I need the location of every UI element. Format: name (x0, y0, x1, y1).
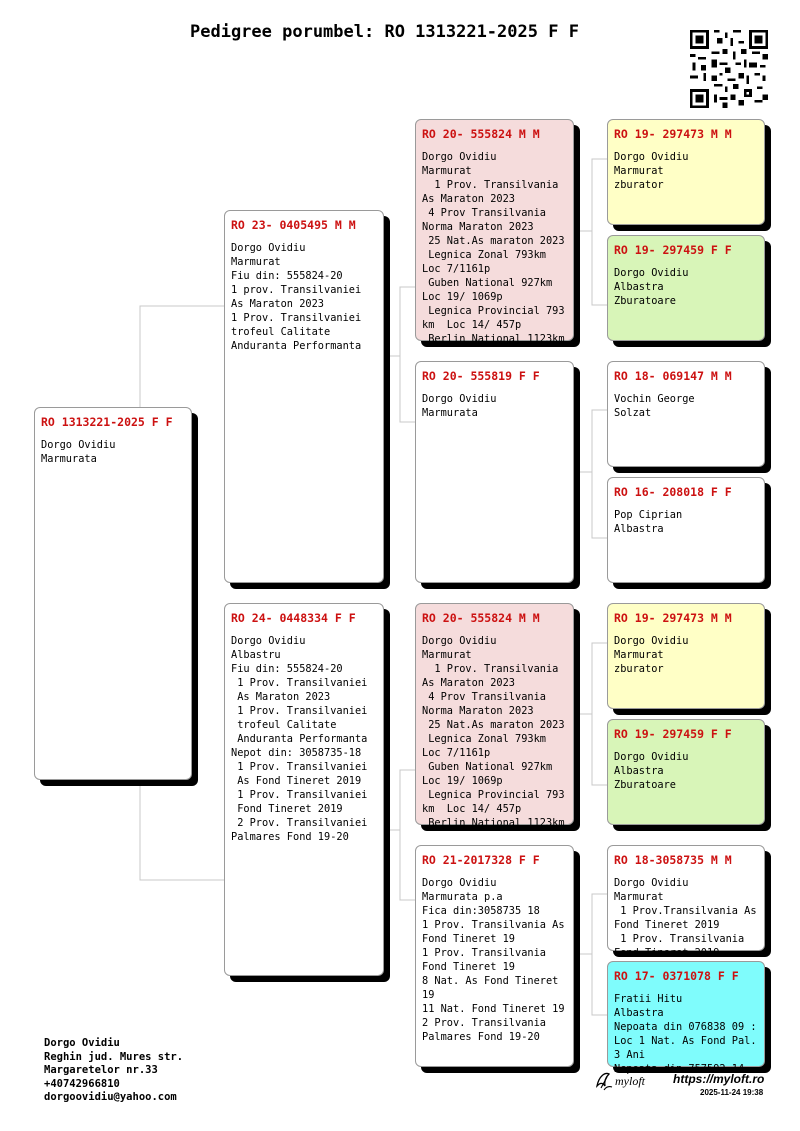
footer-branding (593, 1068, 768, 1108)
info-line: Norma Maraton 2023 (422, 705, 534, 717)
info-line: Dorgo Ovidiu (231, 242, 306, 254)
info-line: Fond Tineret 19 (422, 933, 515, 945)
info-line: Marmurat (614, 649, 664, 661)
info-line: 1 Prov. Transilvania (422, 947, 546, 959)
info-line: As Maraton 2023 (422, 193, 515, 205)
info-line: Albastra (614, 765, 664, 777)
ring-number: RO 19- 297459 F F (614, 243, 732, 257)
info-line: 2 Prov. Transilvaniei (231, 817, 368, 829)
info-line: Fond Tineret 19 (422, 961, 515, 973)
info-line: Dorgo Ovidiu (614, 151, 689, 163)
info-line: Dorgo Ovidiu (614, 267, 689, 279)
info-line: Albastru (231, 649, 281, 661)
info-line: As Fond Tineret 2019 (231, 775, 362, 787)
owner-address (44, 1037, 183, 1105)
info-line: Legnica Zonal 793km (422, 249, 546, 261)
info-line: Anduranta Performanta (231, 733, 368, 745)
info-line: Albastra (614, 1007, 664, 1019)
info-line: Pop Ciprian (614, 509, 683, 521)
info-line: Berlin National 1123km (422, 817, 565, 829)
page-title: Pedigree porumbel: RO 1313221-2025 F F (190, 22, 579, 42)
ring-number: RO 19- 297473 M M (614, 127, 732, 141)
info-line: 1 Prov. Transilvaniei (231, 705, 368, 717)
info-line: Legnica Provincial 793 (422, 305, 565, 317)
info-line: Marmurat (614, 165, 664, 177)
logo-text: myloft (615, 1074, 645, 1088)
info-line: 1 Prov.Transilvania As (614, 905, 757, 917)
info-line: Anduranta Performanta (231, 340, 362, 352)
info-line: Loc 1 Nat. As Fond Pal. (614, 1035, 757, 1047)
info-line: Loc 7/1161p (422, 747, 491, 759)
info-line: Nepot din: 3058735-18 (231, 747, 362, 759)
info-line: 2 Prov. Transilvania (422, 1017, 546, 1029)
info-line: Nepoata din 076838 09 : (614, 1021, 757, 1033)
pigeon-card-sdd[interactable] (607, 477, 765, 583)
info-line: As Maraton 2023 (422, 677, 515, 689)
info-line: Marmurat (422, 165, 472, 177)
info-line: Dorgo Ovidiu (422, 151, 497, 163)
ring-number: RO 20- 555824 M M (422, 611, 540, 625)
info-line: As Maraton 2023 (231, 298, 324, 310)
info-line: Marmurat (614, 891, 664, 903)
info-line: Marmurat (231, 256, 281, 268)
info-line: Marmurat (422, 649, 472, 661)
ring-number: RO 23- 0405495 M M (231, 218, 356, 232)
owner-address-line: Reghin jud. Mures str. (44, 1050, 184, 1063)
info-line: Loc 19/ 1069p (422, 291, 503, 303)
ring-number: RO 18- 069147 M M (614, 369, 732, 383)
info-line: Dorgo Ovidiu (422, 877, 497, 889)
info-line: 4 Prov Transilvania (422, 207, 546, 219)
ring-number: RO 16- 208018 F F (614, 485, 732, 499)
info-line: Marmurata (422, 407, 478, 419)
info-line: zburator (614, 179, 664, 191)
ring-number: RO 20- 555819 F F (422, 369, 540, 383)
info-line: 1 prov. Transilvaniei (231, 284, 362, 296)
info-line: Loc 7/1161p (422, 263, 491, 275)
ring-number: RO 19- 297459 F F (614, 727, 732, 741)
pigeon-card-sire[interactable] (224, 210, 384, 583)
info-line: Vochin George (614, 393, 695, 405)
info-line: Palmares Fond 19-20 (422, 1031, 540, 1043)
ring-number: RO 20- 555824 M M (422, 127, 540, 141)
pigeon-card-dam-dam[interactable] (415, 845, 574, 1067)
pigeon-card-ssd[interactable] (607, 235, 765, 341)
info-line: trofeul Calitate (231, 326, 331, 338)
ring-number: RO 24- 0448334 F F (231, 611, 356, 625)
info-line: Palmares Fond 19-20 (231, 831, 349, 843)
info-line: Fica din:3058735 18 (422, 905, 540, 917)
info-line: Nepoata din 757592 14 (614, 1063, 745, 1075)
info-line: Dorgo Ovidiu (614, 751, 689, 763)
info-line: Dorgo Ovidiu (422, 635, 497, 647)
info-line: 1 Prov. Transilvania As (422, 919, 565, 931)
info-line: 1 Prov. Transilvania (422, 663, 559, 675)
info-line: 1 Prov. Transilvaniei (231, 312, 362, 324)
info-line: Fratii Hitu (614, 993, 683, 1005)
info-line: 3 Ani (614, 1049, 645, 1061)
pigeon-card-dds[interactable] (607, 845, 765, 959)
generated-date: 2025-11-24 19:38 (700, 1088, 764, 1097)
info-line: Dorgo Ovidiu (41, 439, 116, 451)
ring-number: RO 21-2017328 F F (422, 853, 540, 867)
info-line: Loc 19/ 1069p (422, 775, 503, 787)
ring-number: RO 19- 297473 M M (614, 611, 732, 625)
info-line: Fond Tineret 2019 (614, 919, 720, 931)
info-line: Berlin National 1123km (422, 333, 565, 345)
info-line: 1 Prov. Transilvania (614, 933, 745, 945)
ring-number: RO 18-3058735 M M (614, 853, 732, 867)
info-line: Dorgo Ovidiu (422, 393, 497, 405)
info-line: 25 Nat.As maraton 2023 (422, 719, 565, 731)
pigeon-card-sds[interactable] (607, 361, 765, 467)
pigeon-card-dss[interactable] (607, 603, 765, 709)
info-line: Zburatoare (614, 295, 676, 307)
pigeon-card-ddd[interactable] (607, 961, 765, 1075)
info-line: km Loc 14/ 457p (422, 319, 522, 331)
pigeon-card-dam[interactable] (224, 603, 384, 976)
info-line: Dorgo Ovidiu (614, 635, 689, 647)
info-line: Legnica Zonal 793km (422, 733, 546, 745)
pigeon-card-sss[interactable] (607, 119, 765, 225)
owner-phone: +40742966810 (44, 1077, 120, 1090)
info-line: Dorgo Ovidiu (614, 877, 689, 889)
info-line: Legnica Provincial 793 (422, 789, 565, 801)
info-line: Guben National 927km (422, 761, 553, 773)
info-line: Marmurata (41, 453, 97, 465)
info-line: 4 Prov Transilvania (422, 691, 546, 703)
info-line: Fiu din: 555824-20 (231, 270, 343, 282)
info-line: 19 (422, 989, 435, 1001)
info-line: Fond Tineret 2019 (231, 803, 343, 815)
owner-email: dorgoovidiu@yahoo.com (44, 1091, 177, 1103)
myloft-logo-icon (593, 1068, 663, 1094)
info-line: 1 Prov. Transilvania (422, 179, 559, 191)
info-line: Zburatoare (614, 779, 676, 791)
owner-address-line: Margaretelor nr.33 (44, 1064, 158, 1076)
website-link[interactable]: https://myloft.ro (673, 1072, 765, 1086)
info-line: Fond Tineret 2019 (614, 947, 720, 959)
pigeon-card-subject[interactable] (34, 407, 192, 780)
info-line: Albastra (614, 281, 664, 293)
info-line: trofeul Calitate (231, 719, 337, 731)
info-line: As Maraton 2023 (231, 691, 331, 703)
info-line: Fiu din: 555824-20 (231, 663, 343, 675)
info-line: Norma Maraton 2023 (422, 221, 534, 233)
owner-name: Dorgo Ovidiu (44, 1037, 120, 1049)
pigeon-card-dsd[interactable] (607, 719, 765, 825)
ring-number: RO 1313221-2025 F F (41, 415, 173, 429)
info-line: 1 Prov. Transilvaniei (231, 677, 368, 689)
pigeon-card-dam-sire[interactable] (415, 603, 574, 829)
info-line: 1 Prov. Transilvaniei (231, 761, 368, 773)
info-line: 8 Nat. As Fond Tineret (422, 975, 559, 987)
info-line: 1 Prov. Transilvaniei (231, 789, 368, 801)
info-line: zburator (614, 663, 664, 675)
info-line: Albastra (614, 523, 664, 535)
info-line: 11 Nat. Fond Tineret 19 (422, 1003, 565, 1015)
info-line: Guben National 927km (422, 277, 553, 289)
info-line: Solzat (614, 407, 652, 419)
info-line: 25 Nat.As maraton 2023 (422, 235, 565, 247)
pigeon-card-sire-dam[interactable] (415, 361, 574, 583)
pigeon-card-sire-sire[interactable] (415, 119, 574, 345)
info-line: Dorgo Ovidiu (231, 635, 306, 647)
ring-number: RO 17- 0371078 F F (614, 969, 739, 983)
info-line: km Loc 14/ 457p (422, 803, 522, 815)
info-line: Marmurata p.a (422, 891, 503, 903)
